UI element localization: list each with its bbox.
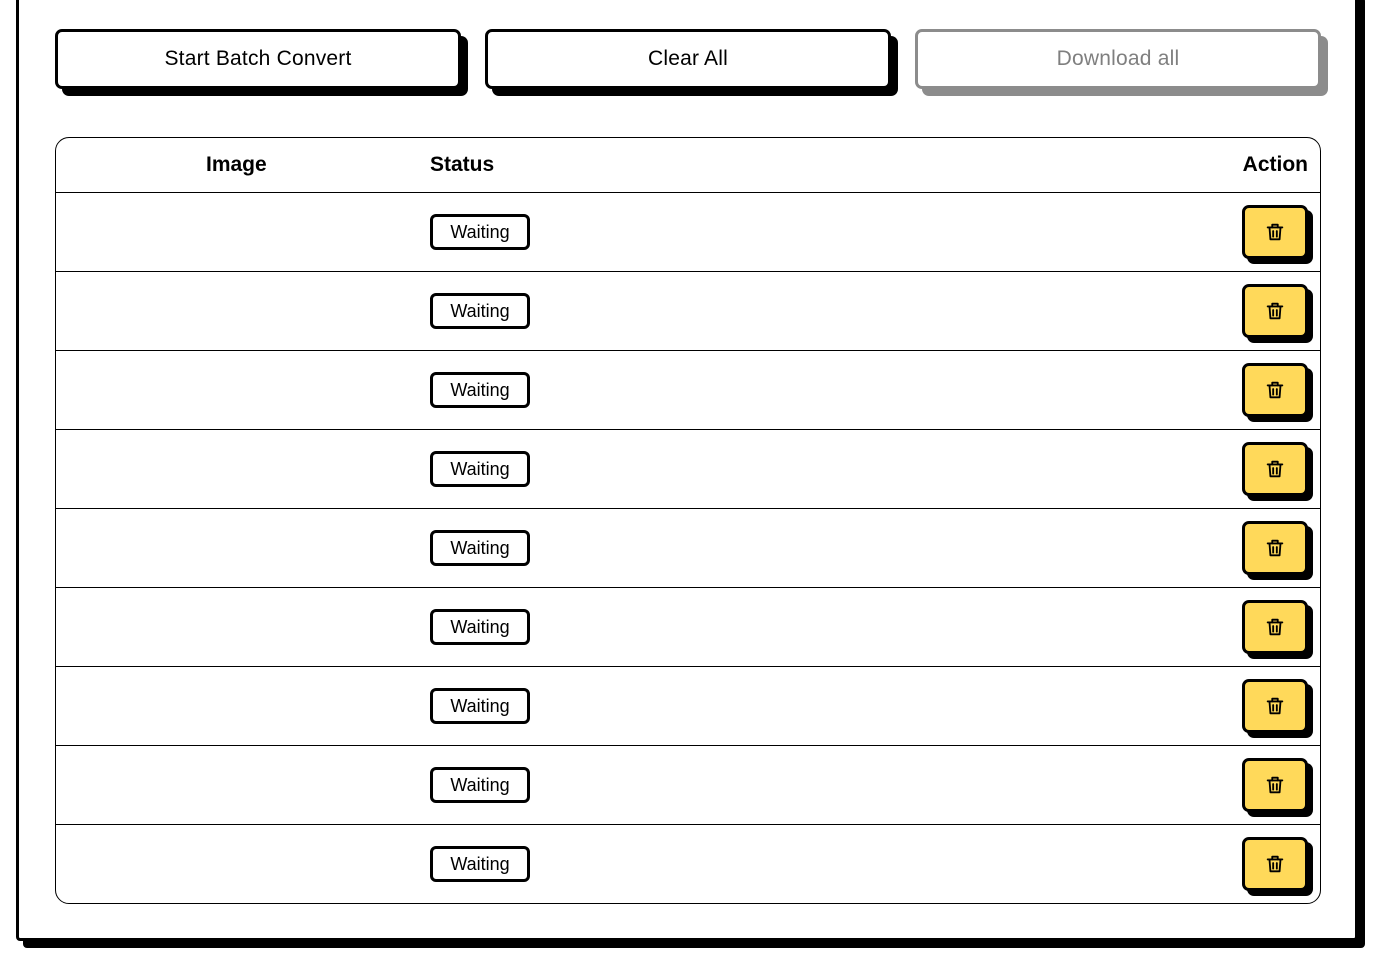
table-row (56, 825, 1320, 904)
column-header-image: Image (206, 153, 267, 176)
table-header (56, 138, 1320, 193)
files-table (55, 137, 1321, 904)
trash-icon (1264, 537, 1286, 559)
status-badge: Waiting (430, 688, 530, 724)
status-badge: Waiting (430, 293, 530, 329)
trash-icon (1264, 379, 1286, 401)
clear-all-label: Clear All (648, 47, 728, 70)
table-row (56, 351, 1320, 430)
status-badge: Waiting (430, 530, 530, 566)
status-badge: Waiting (430, 846, 530, 882)
start-batch-convert-label: Start Batch Convert (164, 47, 352, 70)
delete-row-button[interactable] (1242, 521, 1308, 575)
table-row (56, 746, 1320, 825)
delete-row-button[interactable] (1242, 442, 1308, 496)
table-row (56, 509, 1320, 588)
table-row (56, 193, 1320, 272)
trash-icon (1264, 616, 1286, 638)
delete-row-button[interactable] (1242, 837, 1308, 891)
trash-icon (1264, 221, 1286, 243)
trash-icon (1264, 458, 1286, 480)
column-header-status: Status (430, 153, 495, 176)
status-badge: Waiting (430, 372, 530, 408)
table-row (56, 667, 1320, 746)
table-row (56, 588, 1320, 667)
status-badge: Waiting (430, 767, 530, 803)
delete-row-button[interactable] (1242, 363, 1308, 417)
trash-icon (1264, 774, 1286, 796)
trash-icon (1264, 853, 1286, 875)
column-header-action: Action (1242, 153, 1308, 176)
table-row (56, 272, 1320, 351)
status-badge: Waiting (430, 451, 530, 487)
trash-icon (1264, 300, 1286, 322)
status-badge: Waiting (430, 214, 530, 250)
delete-row-button[interactable] (1242, 679, 1308, 733)
table-row (56, 430, 1320, 509)
start-batch-convert-button[interactable] (55, 29, 461, 89)
delete-row-button[interactable] (1242, 758, 1308, 812)
delete-row-button[interactable] (1242, 284, 1308, 338)
trash-icon (1264, 695, 1286, 717)
delete-row-button[interactable] (1242, 600, 1308, 654)
delete-row-button[interactable] (1242, 205, 1308, 259)
status-badge: Waiting (430, 609, 530, 645)
download-all-button[interactable] (915, 29, 1321, 89)
download-all-label: Download all (1056, 47, 1180, 70)
clear-all-button[interactable] (485, 29, 891, 89)
